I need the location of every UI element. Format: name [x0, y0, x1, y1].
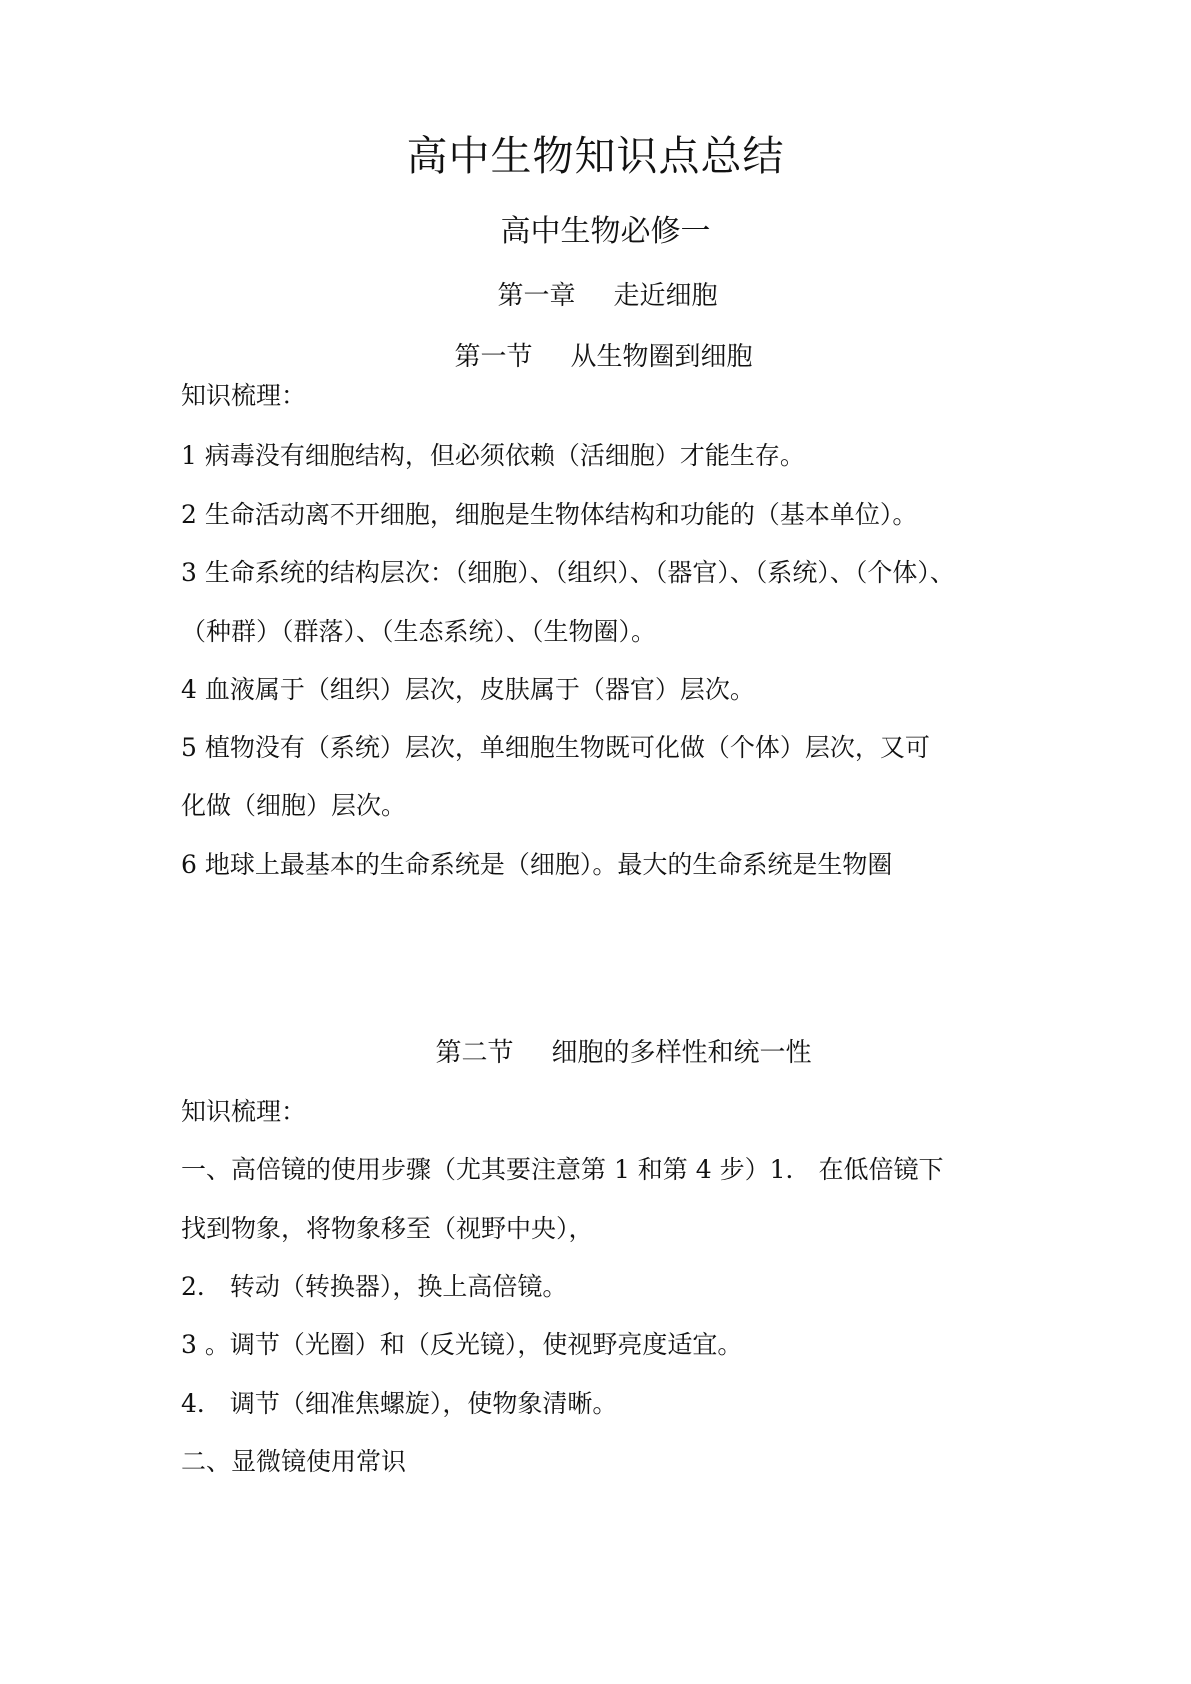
- section-2-name: 细胞的多样性和统一性: [551, 1038, 812, 1068]
- section-1-line-1: 1 病毒没有细胞结构，但必须依赖（活细胞）才能生存。: [181, 441, 805, 470]
- section-2-number: 第二节: [435, 1038, 514, 1068]
- section-1-line-3: 3 生命系统的结构层次：（细胞）、（组织）、（器官）、（系统）、（个体）、: [181, 558, 955, 587]
- section-1-number: 第一节: [454, 342, 533, 372]
- chapter-number: 第一章: [497, 281, 576, 311]
- chapter-name: 走近细胞: [613, 281, 718, 311]
- section-1-line-6: 5 植物没有（系统）层次，单细胞生物既可化做（个体）层次，又可: [181, 733, 930, 762]
- section-1-line-5: 4 血液属于（组织）层次，皮肤属于（器官）层次。: [181, 675, 755, 704]
- section-2-line-6: 二、显微镜使用常识: [181, 1447, 407, 1476]
- section-1-line-2: 2 生命活动离不开细胞，细胞是生物体结构和功能的（基本单位）。: [181, 500, 918, 529]
- section-1-name: 从生物圈到细胞: [570, 342, 753, 372]
- section-2-line-4: 3 。调节（光圈）和（反光镜），使视野亮度适宜。: [181, 1330, 743, 1359]
- section-2-line-3: 2． 转动（转换器），换上高倍镜。: [181, 1272, 568, 1301]
- section-2-heading: [0, 1033, 1191, 1073]
- section-1-line-7: 化做（细胞）层次。: [181, 791, 407, 820]
- section-2-line-2: 找到物象，将物象移至（视野中央），: [181, 1214, 594, 1243]
- section-1-line-8: 6 地球上最基本的生命系统是（细胞）。最大的生命系统是生物圈: [181, 850, 893, 879]
- section-2-line-5: 4． 调节（细准焦螺旋），使物象清晰。: [181, 1389, 618, 1418]
- section-1-line-4: （种群）（群落）、（生态系统）、（生物圈）。: [181, 617, 657, 646]
- document-title: 高中生物知识点总结: [406, 132, 785, 180]
- section-2-knowledge-label: 知识梳理：: [181, 1097, 307, 1126]
- section-1-knowledge-label: 知识梳理：: [181, 381, 307, 410]
- section-2-line-1: 一、高倍镜的使用步骤（尤其要注意第 1 和第 4 步）1． 在低倍镜下: [181, 1155, 944, 1184]
- section-1-heading: [0, 337, 1191, 377]
- chapter-heading: [0, 276, 1191, 316]
- document-subtitle: 高中生物必修一: [500, 214, 711, 249]
